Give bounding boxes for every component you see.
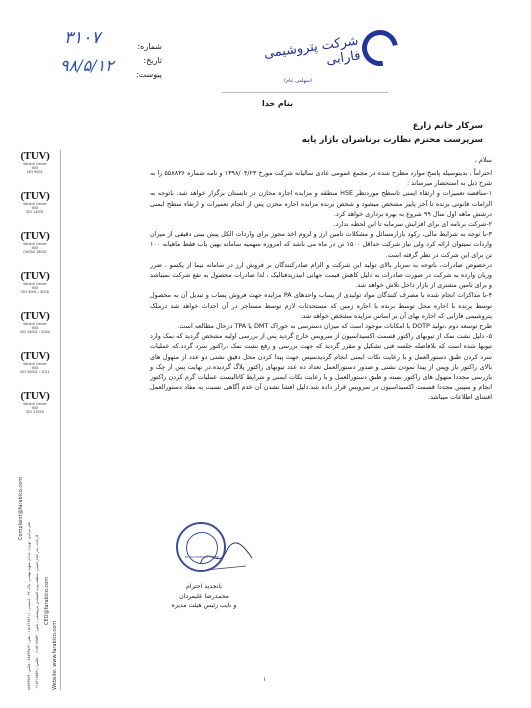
paragraph-5: ۵- دلیل نشت نمک از تیوبهای راکتور قسمت اکسیداسیون از سرویس خارج گردید پس از بررسی اولیه مشخص گردید که نمک وارد تیوبها شده است که بلافاصله جلسه فنی تشکیل و مقرر گردید که جهت بررسی و رفع نشت نمک ،راکتور سرد گردد.که عملیات سرد کردن طبق دستورالعمل و با رعایت نکات ایمنی انجام گردیدسپس جهت پیدا کردن محل دقیق نشتی دو عدد از منهول های بالای راکتور باز وپس از پیدا نمودن نشتی و صدور دستورالعمل تعداد ده عدد تیوبهای راکتور پلاگ گردیده.در نهایت پس از چک و بازرسی مجددا منهول های راکتور بسته و طبق دستورالعمل و با رعایت نکات ایمنی و شرایط کاتالیست عملیات گرم کردن راکتور انجام و سپس مجددا قسمت اکسیداسیون در سرویس قرار داده شد.دلیل افشا نشدن آن عدم آگاهی نسبت به مفاد دستورالعمل افشای اطلاعات میباشد. <box>150 332 492 402</box>
paragraph-3: ۳-با توجه به شرایط مالی، رکود بازارمسائل و مشکلات تامین ارز و لزوم اخذ مجوز برای واردات الکل پیش بینی دقیقی از میزان واردات نمیتوان ارائه کرد ولی نیاز شرکت حداقل ۱۵۰۰ تن در ماه می باشد که امروزه سهمیه سامانه بهین یاب فقط ماهیانه ۱۰۰ تن برای این شرکت در نظر گرفته است. <box>150 230 492 259</box>
letter-paragraphs <box>150 168 492 403</box>
tuv-logo-icon: (TUV) <box>20 150 50 162</box>
tuv-logo-icon: (TUV) <box>20 190 50 202</box>
handwritten-number: ۳۱۰۷ <box>64 28 101 48</box>
page-number: ۱ <box>263 676 267 683</box>
tuv-logo-icon: (TUV) <box>20 350 50 362</box>
number-label: شماره: <box>137 42 162 51</box>
attachment-label: پیوست: <box>135 70 162 79</box>
header-divider <box>222 92 388 93</box>
signature-block <box>150 582 258 611</box>
sidebar-divider <box>60 150 61 690</box>
tuv-logo-icon: (TUV) <box>20 310 50 322</box>
company-subtitle: (سهامی عام) <box>284 78 312 84</box>
signature-scribble <box>196 536 256 576</box>
paragraph-export: درخصوص صادرات، باتوجه به سربار بالای تولید این شرکت و الزام صادرکنندگان بر فروش ارز در سامانه نیما از یکسو ، ضرر وزیان وارده به شرکت در صورت صادرات به دلیل کاهش قیمت جهانی انیدریدفتالیک ، لذا صادرات محصول به نفع شرکت نمیباشد و برای تامین مشتری از بازار داخل تلاش خواهد شد. <box>150 260 492 290</box>
sidebar-address-office: دفتر مرکزی: تهران، خیابان شهید بهشتی، پلاک ۴۲ - کدپستی: ۱۵۱۳۶۶۵۶۱۱ - تلفن: ۸۸۷۴۳۵۶۲ - فکس: ۸۸۷۴۳۵۶۳ <box>27 521 31 690</box>
sidebar-website: Website: www.farabico.com <box>52 620 58 690</box>
certificate-badge: (TUV) Service Center ISIO ISO 9001 <box>18 150 52 174</box>
sidebar-ceo-email: CEO@farabico.com <box>44 576 50 625</box>
signer-name: محمدرضا علیمردان <box>179 592 229 600</box>
letter-body <box>150 155 492 165</box>
sidebar-address-factory: کارخانه: بندر امام خمینی، منطقه ویژه اقتصادی پتروشیمی - تلفن: ۰۶۱۵۲۱۲۵۵۴۰ - فکس: ۰۶۱۵۲۱۲۵۵۴۱ <box>35 534 39 690</box>
paragraph-2: ۲-شرکت برنامه ای برای افزایش سرمایه تا این لحظه ندارد. <box>333 220 492 229</box>
company-logo-wordmark <box>236 32 360 84</box>
paragraph-4: ۴-با مذاکرات انجام شده با مصرف کنندگان مواد تولیدی از پساب واحدهای PA مزایده جهت فروش پساب و تبدیل آن به محصول توسط برنده با اجاره محل توسط برنده با اجاره زمین که مستحدثات لازم توسط مستاجر در آن احداث خواهد شد درملک پتروشیمی فارابی که اجاره بهای آن بر اساس مزایده مشخص خواهد شد. <box>150 291 492 320</box>
certificate-badge: (TUV) Service Center ISIO ISO 50001 : 2011 <box>18 350 52 374</box>
certificate-badge: (TUV) Service Center ISIO OHSAS 18001 <box>18 230 52 254</box>
addressee-title: سرپرست محترم نظارت برناشران بازار پایه <box>301 135 483 145</box>
addressee-name: سرکار خانم زارع <box>412 121 483 131</box>
company-logo-icon <box>355 23 405 73</box>
paragraph-1: ۱-مناقصه تعمیرات و ارتقاء ایمنی تاسطح موردنظر HSE منطقه و مزایده اجاره مخازن در تابستان برگزار خواهد شد. باتوجه به الزامات قانونی برنده تا آخر پاییز مشخص میشود و شخص برنده مزایده اجاره مخزن پس از انجام تعمیرات و ارتقاء سطح ایمنی درشش ماهه اول سال ۹۹ شروع به بهره برداری خواهد کرد. <box>150 189 492 218</box>
tuv-logo-icon: (TUV) <box>20 230 50 242</box>
closing: باتجدید احترام <box>186 583 222 590</box>
tuv-logo-icon: (TUV) <box>20 390 50 402</box>
certificate-badge: (TUV) Service Center ISIO ISO 17025 <box>18 390 52 414</box>
certificate-badge: (TUV) Service Center ISIO ISO 14001 <box>18 190 52 214</box>
greeting: سلام ، <box>474 156 492 164</box>
letter-meta <box>112 40 162 82</box>
bismillah: بنام خدا <box>262 99 294 108</box>
date-label: تاریخ: <box>143 56 162 65</box>
paragraph-intro: احتراماً ، بدینوسیله پاسخ موارد مطرح شده در مجمع عمومی عادی سالیانه شرکت مورخ ۱۳۹۸/۰۴/۲۳ و نامه شماره ۵۵۸۸۳۶ را به شرح ذیل به استحضار میرساند : <box>150 169 492 188</box>
certificate-badge: (TUV) Service Center ISIO ISO 14001 : 2004 <box>18 310 52 334</box>
stamp-text: PETROCHEMICAL FARABI <box>184 555 220 559</box>
sidebar-complaints-email: Complaint@farabico.com <box>18 476 24 540</box>
paragraph-dotp: طرح توسعه دوم ،تولید DOTP با امکانات موجود است که میزان دسترسی به خوراک DMT یا TPA درحال مطالعه است. <box>177 322 492 331</box>
tuv-logo-icon: (TUV) <box>20 270 50 282</box>
certificate-badge: (TUV) Service Center ISIO ISO 9001 : 2008 <box>18 270 52 294</box>
company-name: شرکت پتروشیمی فارابی <box>262 33 362 69</box>
signer-title: و نایب رئیس هیئت مدیره <box>171 602 237 609</box>
handwritten-date: ۹۸/۵/۱۲ <box>60 56 114 75</box>
